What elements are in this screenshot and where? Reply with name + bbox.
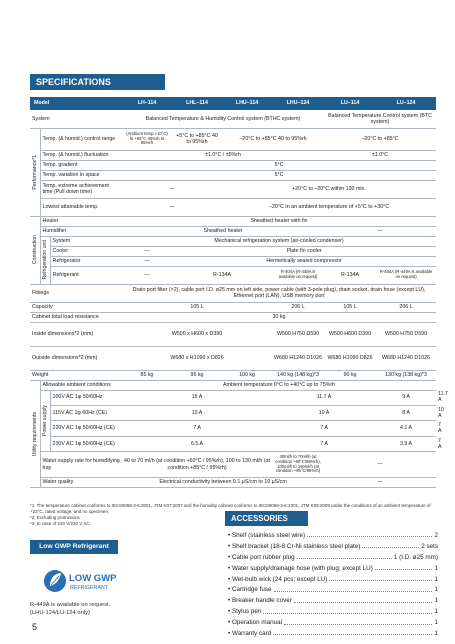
lowest-dash: — <box>122 198 222 216</box>
inside-d: W500 H750 D590 <box>376 322 436 346</box>
refsys-label: System <box>50 236 122 246</box>
gwp-title: Low GWP Refrigerant <box>30 540 118 554</box>
power-b: 7 A <box>272 436 376 452</box>
list-item: • Shelf (stainless steel wire) 2 <box>228 531 438 539</box>
fittings-label: Fittings <box>30 284 122 302</box>
utility-group: Utility requirements <box>30 380 40 488</box>
system-bthc: Balanced Temperature & Humidity Control system (BTHC system) <box>122 110 324 128</box>
power-b: 7 A <box>272 421 376 437</box>
heater-label: Heater <box>40 216 122 226</box>
system-btc: Balanced Temperature Control system (BTC system) <box>324 110 436 128</box>
range-lhu: –20°C to +85°C 40 to 95%rh <box>222 128 324 150</box>
list-item: • Wet-bulb wick (24 pcs; except LU) 1 <box>228 575 438 583</box>
footnote: *3: In case of 220 V/230 V AC <box>30 521 90 527</box>
humid-val: Sheathed heater <box>122 226 324 236</box>
quality-label: Water quality <box>40 478 122 488</box>
list-item: • Shelf bracket (18-8 Cr-Ni stainless steel plate) 2 sets <box>228 542 438 550</box>
col-lu124: LU–124 <box>376 97 436 110</box>
gradient-val: 5°C <box>122 160 436 170</box>
outside-a: W680 x H1090 x D826 <box>122 346 272 370</box>
gradient-label: Temp. gradient <box>40 160 122 170</box>
spec-table <box>30 97 448 488</box>
fridge-val: Hermetically sealed compressor <box>172 256 436 266</box>
outside-d: W680 H1240 D1026 <box>376 346 436 370</box>
range-lu: –20°C to +85°C <box>324 128 436 150</box>
power-row: 220V AC 1φ 50/60Hz (CE) 7 A 7 A 4.1 A 7 A <box>30 421 436 437</box>
power-c: 9 A <box>376 390 436 405</box>
list-item: • Water supply/drainage hose (with plug; except LU) 1 <box>228 564 438 572</box>
water-a: 40 to 70 ml/h (at condition +60°C / 95%rh), 100 to 130 ml/h (at condition +85°C / 95%rh) <box>122 452 272 478</box>
list-item: • Operation manual 1 <box>228 619 438 627</box>
weight-e: 90 kg <box>324 370 376 380</box>
fridge-label: Refrigerator <box>50 256 122 266</box>
outside-b: W680 H1240 D1026 <box>272 346 324 370</box>
quality-dash: — <box>324 478 436 488</box>
inside-label: Inside dimensions*2 (mm) <box>30 322 122 346</box>
gwp-line1: R-449A is available on request. <box>30 602 111 608</box>
accessories-title: ACCESSORIES <box>225 511 308 526</box>
lowest-row <box>30 198 436 216</box>
logo-small-text: REFRIGERANT <box>70 585 108 591</box>
fluct-row <box>30 150 436 160</box>
power-label: 220V AC 1φ 50/60Hz (CE) <box>50 421 122 437</box>
fridge-dash: — <box>122 256 172 266</box>
load-val: 30 kg <box>122 312 436 322</box>
capacity-a: 105 L <box>122 302 272 312</box>
achieve-row <box>30 180 436 198</box>
power-label: 100V AC 1φ 50/60Hz <box>50 390 122 405</box>
refrig-b: R-404A (R-449A is available on request) <box>272 266 324 284</box>
weight-row <box>30 370 436 380</box>
refrig-dash: — <box>122 266 172 284</box>
col-lhu124: LHU–124 <box>272 97 324 110</box>
weight-d: 140 kg (148 kg)*3 <box>272 370 324 380</box>
list-item: • Warranty card 1 <box>228 629 438 637</box>
fittings-val: Drain port filter (×2), cable port I.D. ø25 mm on left side, power cable (with 3-pole plug), drain socket, drain hose (except LU), Ethernet port (LAN), USB memory port <box>122 284 436 302</box>
water-b: 40ml/h to 70ml/h (at condition +60°C/95%rh), 100ml/h to 150ml/h (at condition +85°C/95%rh) <box>272 452 324 478</box>
col-lhl114: LHL–114 <box>172 97 222 110</box>
weight-label: Weight <box>30 370 122 380</box>
cooler-val: Plate fin cooler <box>172 246 436 256</box>
fittings-row <box>30 284 436 302</box>
power-c: 8 A <box>376 405 436 421</box>
power-row: 115V AC 1φ 60Hz (CE) 13 A 10 A 8 A 10 A <box>30 405 436 421</box>
water-label: Water supply rate for humidifying tray <box>40 452 122 478</box>
weight-b: 95 kg <box>172 370 222 380</box>
weight-c: 100 kg <box>222 370 272 380</box>
power-a: 13 A <box>122 405 272 421</box>
power-b: 10 A <box>272 405 376 421</box>
page-number: 5 <box>32 622 38 632</box>
footnote: *2: Excluding protrusions <box>30 515 80 521</box>
cooler-dash: — <box>122 246 172 256</box>
section-title: SPECIFICATIONS <box>30 74 165 90</box>
list-item: • Breaker handle cover 1 <box>228 597 438 605</box>
quality-row <box>30 478 436 488</box>
weight-f: 130 kg (138 kg)*3 <box>376 370 436 380</box>
ambient-val: Ambient temperature 0°C to +40°C up to 75%rh <box>122 380 436 390</box>
gradient-row <box>30 160 436 170</box>
accessories-list <box>228 530 438 639</box>
range-label: Temp. (& humid.) control range <box>40 128 122 150</box>
lowest-val: –20°C In an ambient temperature of +5°C to +30°C <box>222 198 436 216</box>
power-a: 6.5 A <box>122 436 272 452</box>
footnote: *1: The temperature cabinet conforms to IEC60068-3-5:2001, JTM K07:2007 and the humidity cabinet conforms to IEC60068-3-6:2001, JTM K09:2009 under the conditions of an ambient temperature of +23°C, rated voltage, and no specimen. <box>30 503 431 515</box>
power-row: 230V AC 1φ 50/60Hz (CE) 6.5 A 7 A 3.9 A 7 A <box>30 436 436 452</box>
fluct-lh: ±1.0°C / ±5%rh <box>122 150 324 160</box>
refrig-label: Refrigerant <box>50 266 122 284</box>
system-row <box>30 110 436 128</box>
water-row <box>30 452 436 478</box>
header-row <box>30 97 436 110</box>
humid-label: Humidifier <box>40 226 122 236</box>
achieve-label: Temp. extreme achievement time (Pull down time) <box>40 180 122 198</box>
inside-a: W500 x H600 x D390 <box>122 322 272 346</box>
col-lhu114: LHU–114 <box>222 97 272 110</box>
capacity-row <box>30 302 436 312</box>
ambient-label: Allowable ambient conditions <box>40 380 122 390</box>
outside-c: W680 H1090 D826 <box>324 346 376 370</box>
variation-row <box>30 170 436 180</box>
power-label: 115V AC 1φ 60Hz (CE) <box>50 405 122 421</box>
range-row <box>30 128 436 150</box>
col-lh114: LH–114 <box>122 97 172 110</box>
inside-c: W500 H600 D390 <box>324 322 376 346</box>
weight-a: 85 kg <box>122 370 172 380</box>
logo-big-text: LOW GWP <box>69 573 116 584</box>
ambient-row <box>30 380 436 390</box>
system-label: System <box>30 110 122 128</box>
construction-group: Construction <box>30 216 40 284</box>
achieve-val: +20°C to –20°C within 130 min. <box>222 180 436 198</box>
refrig-row <box>30 266 436 284</box>
power-group: Power supply <box>40 390 50 452</box>
achieve-dash: — <box>122 180 222 198</box>
power-a: 15 A <box>122 390 272 405</box>
refrig-a: R-134A <box>172 266 272 284</box>
heater-row <box>30 216 436 226</box>
power-b: 11.7 A <box>272 390 376 405</box>
inside-b: W500 H750 D590 <box>272 322 324 346</box>
refrig-c: R-134A <box>324 266 376 284</box>
power-a: 7 A <box>122 421 272 437</box>
list-item: • Cartridge fuse 1 <box>228 586 438 594</box>
variation-label: Temp. variation in space <box>40 170 122 180</box>
fridge-row <box>30 256 436 266</box>
model-header: Model <box>30 97 122 110</box>
capacity-d: 206 L <box>376 302 436 312</box>
refrig-d: R-404A (R-449A is available on request) <box>376 266 436 284</box>
power-c: 4.1 A <box>376 421 436 437</box>
refsys-row <box>30 236 436 246</box>
variation-val: 5°C <box>122 170 436 180</box>
outside-label: Outside dimensions*2 (mm) <box>30 346 122 370</box>
power-c: 3.9 A <box>376 436 436 452</box>
load-label: Cabinet total load resistance <box>30 312 122 322</box>
load-row <box>30 312 436 322</box>
quality-val: Electrical conductivity between 0.1 µS/cm to 10 µS/cm <box>122 478 324 488</box>
list-item: • Cable port rubber plug 1 (I.D. ø25 mm) <box>228 553 438 561</box>
cooler-row <box>30 246 436 256</box>
power-label: 230V AC 1φ 50/60Hz (CE) <box>50 436 122 452</box>
humid-dash: — <box>324 226 436 236</box>
list-item: • Stylus pen 1 <box>228 608 438 616</box>
range-lh: (Ambient temp.+10°C) to +85°C 40%rh to 95%rh <box>122 128 172 150</box>
capacity-c: 105 L <box>324 302 376 312</box>
fluct-label: Temp. (& humid.) fluctuation <box>40 150 122 160</box>
range-lhl: +5°C to +85°C 40 to 95%rh <box>172 128 222 150</box>
low-gwp-logo <box>44 566 116 596</box>
gwp-description <box>30 601 110 617</box>
power-row: Power supply 100V AC 1φ 50/60Hz 15 A 11.7 A 9 A 11.7 A <box>30 390 436 405</box>
lowest-label: Lowest attainable temp. <box>40 198 122 216</box>
humid-row <box>30 226 436 236</box>
capacity-b: 206 L <box>272 302 324 312</box>
refrigeration-group: Refrigeration unit <box>40 236 50 284</box>
cooler-label: Cooler <box>50 246 122 256</box>
refsys-val: Mechanical refrigeration system (air-cooled condenser) <box>122 236 436 246</box>
gwp-line2: (LHU-124/LU-124 only) <box>30 610 90 617</box>
water-dash: — <box>324 452 436 478</box>
outside-row <box>30 346 436 370</box>
heater-val: Sheathed heater with fin <box>122 216 436 226</box>
fluct-lu: ±1.0°C <box>324 150 436 160</box>
capacity-label: Capacity <box>30 302 122 312</box>
inside-row <box>30 322 436 346</box>
performance-group: Performance*1 <box>30 128 40 216</box>
col-lu114: LU–114 <box>324 97 376 110</box>
